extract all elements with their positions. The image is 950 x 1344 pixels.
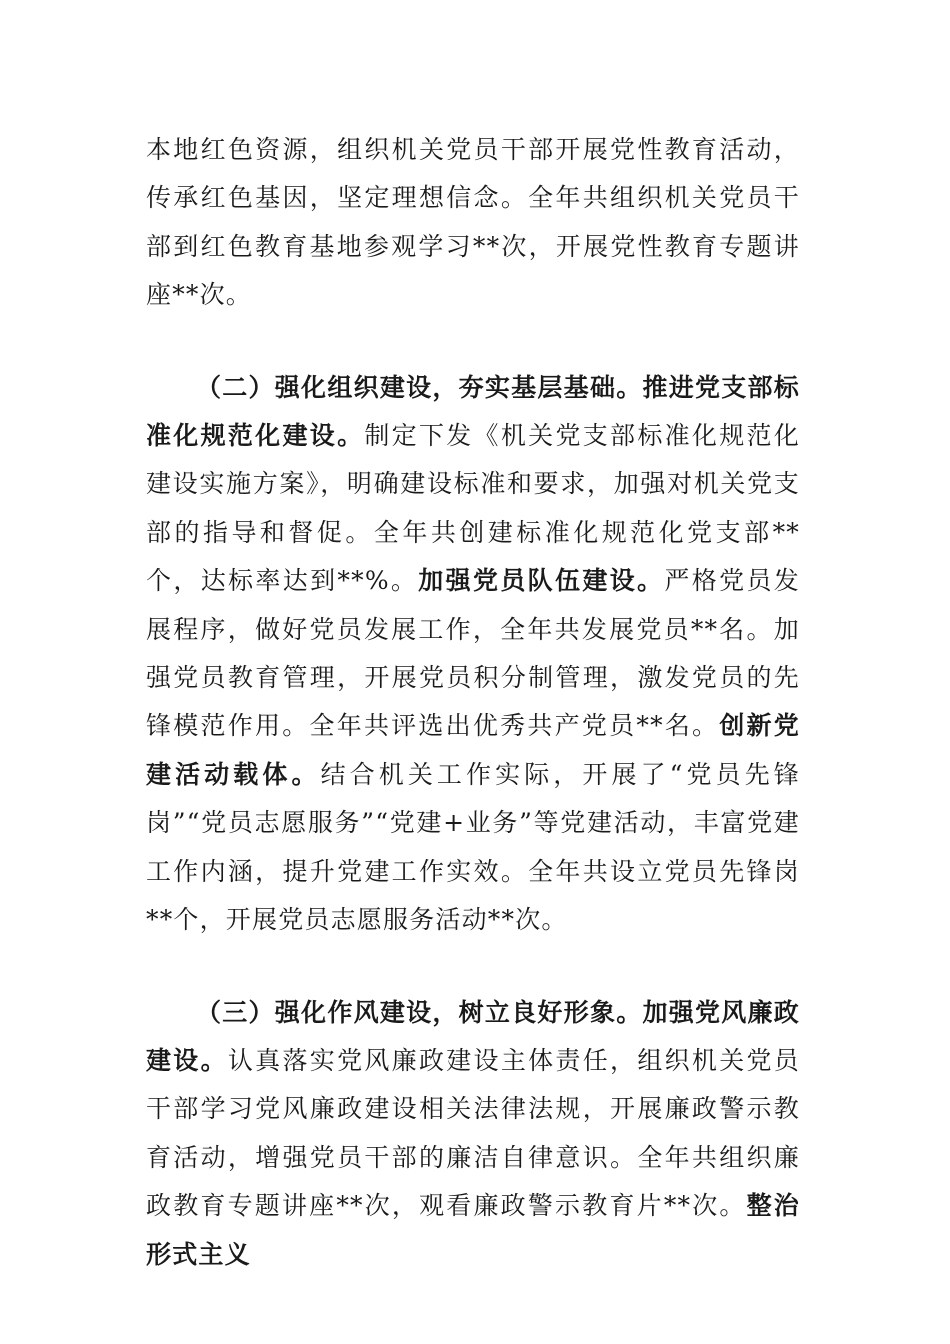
paragraph-red-resources	[146, 126, 800, 320]
subheading-activity-carrier: 创新党建活动载体。	[146, 711, 800, 789]
subheading-formalism: 整治形式主义	[146, 1191, 800, 1269]
section-heading-organization: （二）强化组织建设，夯实基层基础。推进党支部标准化规范化建设。	[146, 372, 800, 451]
paragraph-text: 本地红色资源，组织机关党员干部开展党性教育活动，传承红色基因，坚定理想信念。全年共组织机关党员干部到红色教育基地参观学习**次，开展党性教育专题讲座**次。	[146, 135, 800, 310]
paragraph-text: 严格党员发展程序，做好党员发展工作，全年共发展党员**名。加强党员教育管理，开展党员积分制管理，激发党员的先锋模范作用。全年共评选出优秀共产党员**名。	[146, 566, 800, 741]
paragraph-style-building	[146, 989, 800, 1279]
document-page	[146, 126, 800, 1279]
paragraph-text: 认真落实党风廉政建设主体责任，组织机关党员干部学习党风廉政建设相关法律法规，开展廉政警示教育活动，增强党员干部的廉洁自律意识。全年共组织廉政教育专题讲座**次，观看廉政警示教育片**次。	[146, 1045, 800, 1221]
section-heading-style: （三）强化作风建设，树立良好形象。加强党风廉政建设。	[146, 997, 800, 1075]
paragraph-text: 制定下发《机关党支部标准化规范化建设实施方案》，明确建设标准和要求，加强对机关党支部的指导和督促。全年共创建标准化规范化党支部**个，达标率达到**%。	[146, 421, 801, 596]
paragraph-text: 结合机关工作实际，开展了“党员先锋岗”“党员志愿服务”“党建+业务”等党建活动，丰富党建工作内涵，提升党建工作实效。全年共设立党员先锋岗**个，开展党员志愿服务活动**次。	[146, 759, 801, 935]
paragraph-organization-building	[146, 364, 800, 945]
subheading-party-member-team: 加强党员队伍建设。	[418, 566, 665, 596]
